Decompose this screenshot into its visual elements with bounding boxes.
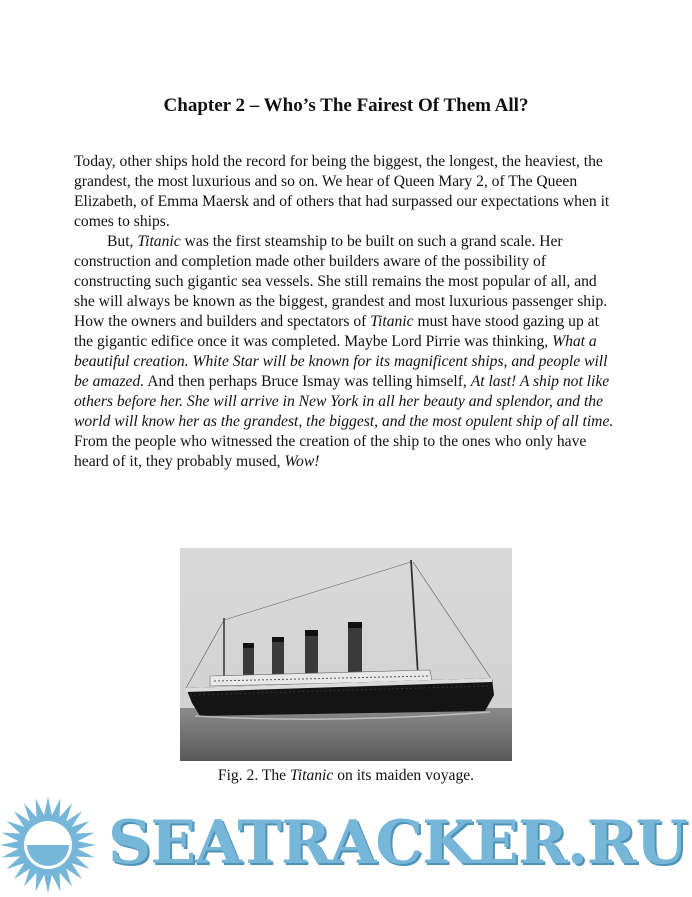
paragraph-italic: What a beautiful creation. White Star will be known for its magnificent ships, and people will be amazed. [74,333,608,390]
titanic-photo-drawing [180,548,512,761]
sun-icon [0,797,96,893]
paragraph-italic: Wow! [284,453,320,470]
paragraph-text: But, [107,233,138,250]
caption-suffix: on its maiden voyage. [333,767,475,784]
paragraph-text: From the people who witnessed the creation of the ship to the ones who only have heard of it, they probably mused, [74,433,587,470]
chapter-title: Chapter 2 – Who’s The Fairest Of Them All? [163,95,529,116]
paragraph-text: And then perhaps Bruce Ismay was telling himself, [144,373,471,390]
figure-caption [0,766,692,786]
paragraph-3 [74,312,614,472]
caption-italic: Titanic [289,767,334,784]
paragraph-text: Today, other ships hold the record for being the biggest, the longest, the heaviest, the grandest, the most luxurious and so on. We hear of Queen Mary 2, of The Queen Elizabeth, of Emma Maersk and of others that had surpassed our expectations when it comes to ships. [74,153,610,230]
paragraph-text: was the first steamship to be built on such a grand scale. Her construction and completion made other builders aware of the possibility of constructing such gigantic sea vessels. She still remains the most popular of all, and she will always be known as the biggest, grandest and most luxurious passenger ship. [74,233,608,310]
paragraph-1 [74,152,614,232]
paragraph-italic: Titanic [370,313,414,330]
sea [180,708,512,761]
paragraph-text: must have stood gazing up at the gigantic edifice once it was completed. Maybe Lord Pirrie was thinking, [74,313,599,350]
paragraph-italic: At last! A ship not like others before her. She will arrive in New York in all her beauty and splendor, and the world will know her as the grandest, the biggest, and the most opulent ship of all time. [74,373,614,430]
paragraph-2 [74,232,614,312]
body-text [74,152,614,472]
caption-prefix: Fig. 2. The [217,767,290,784]
watermark-text: SEATRACKER.RU [108,808,687,878]
titanic-photo [180,548,512,761]
paragraph-italic: Titanic [137,233,181,250]
paragraph-text: How the owners and builders and spectators of [74,313,371,330]
